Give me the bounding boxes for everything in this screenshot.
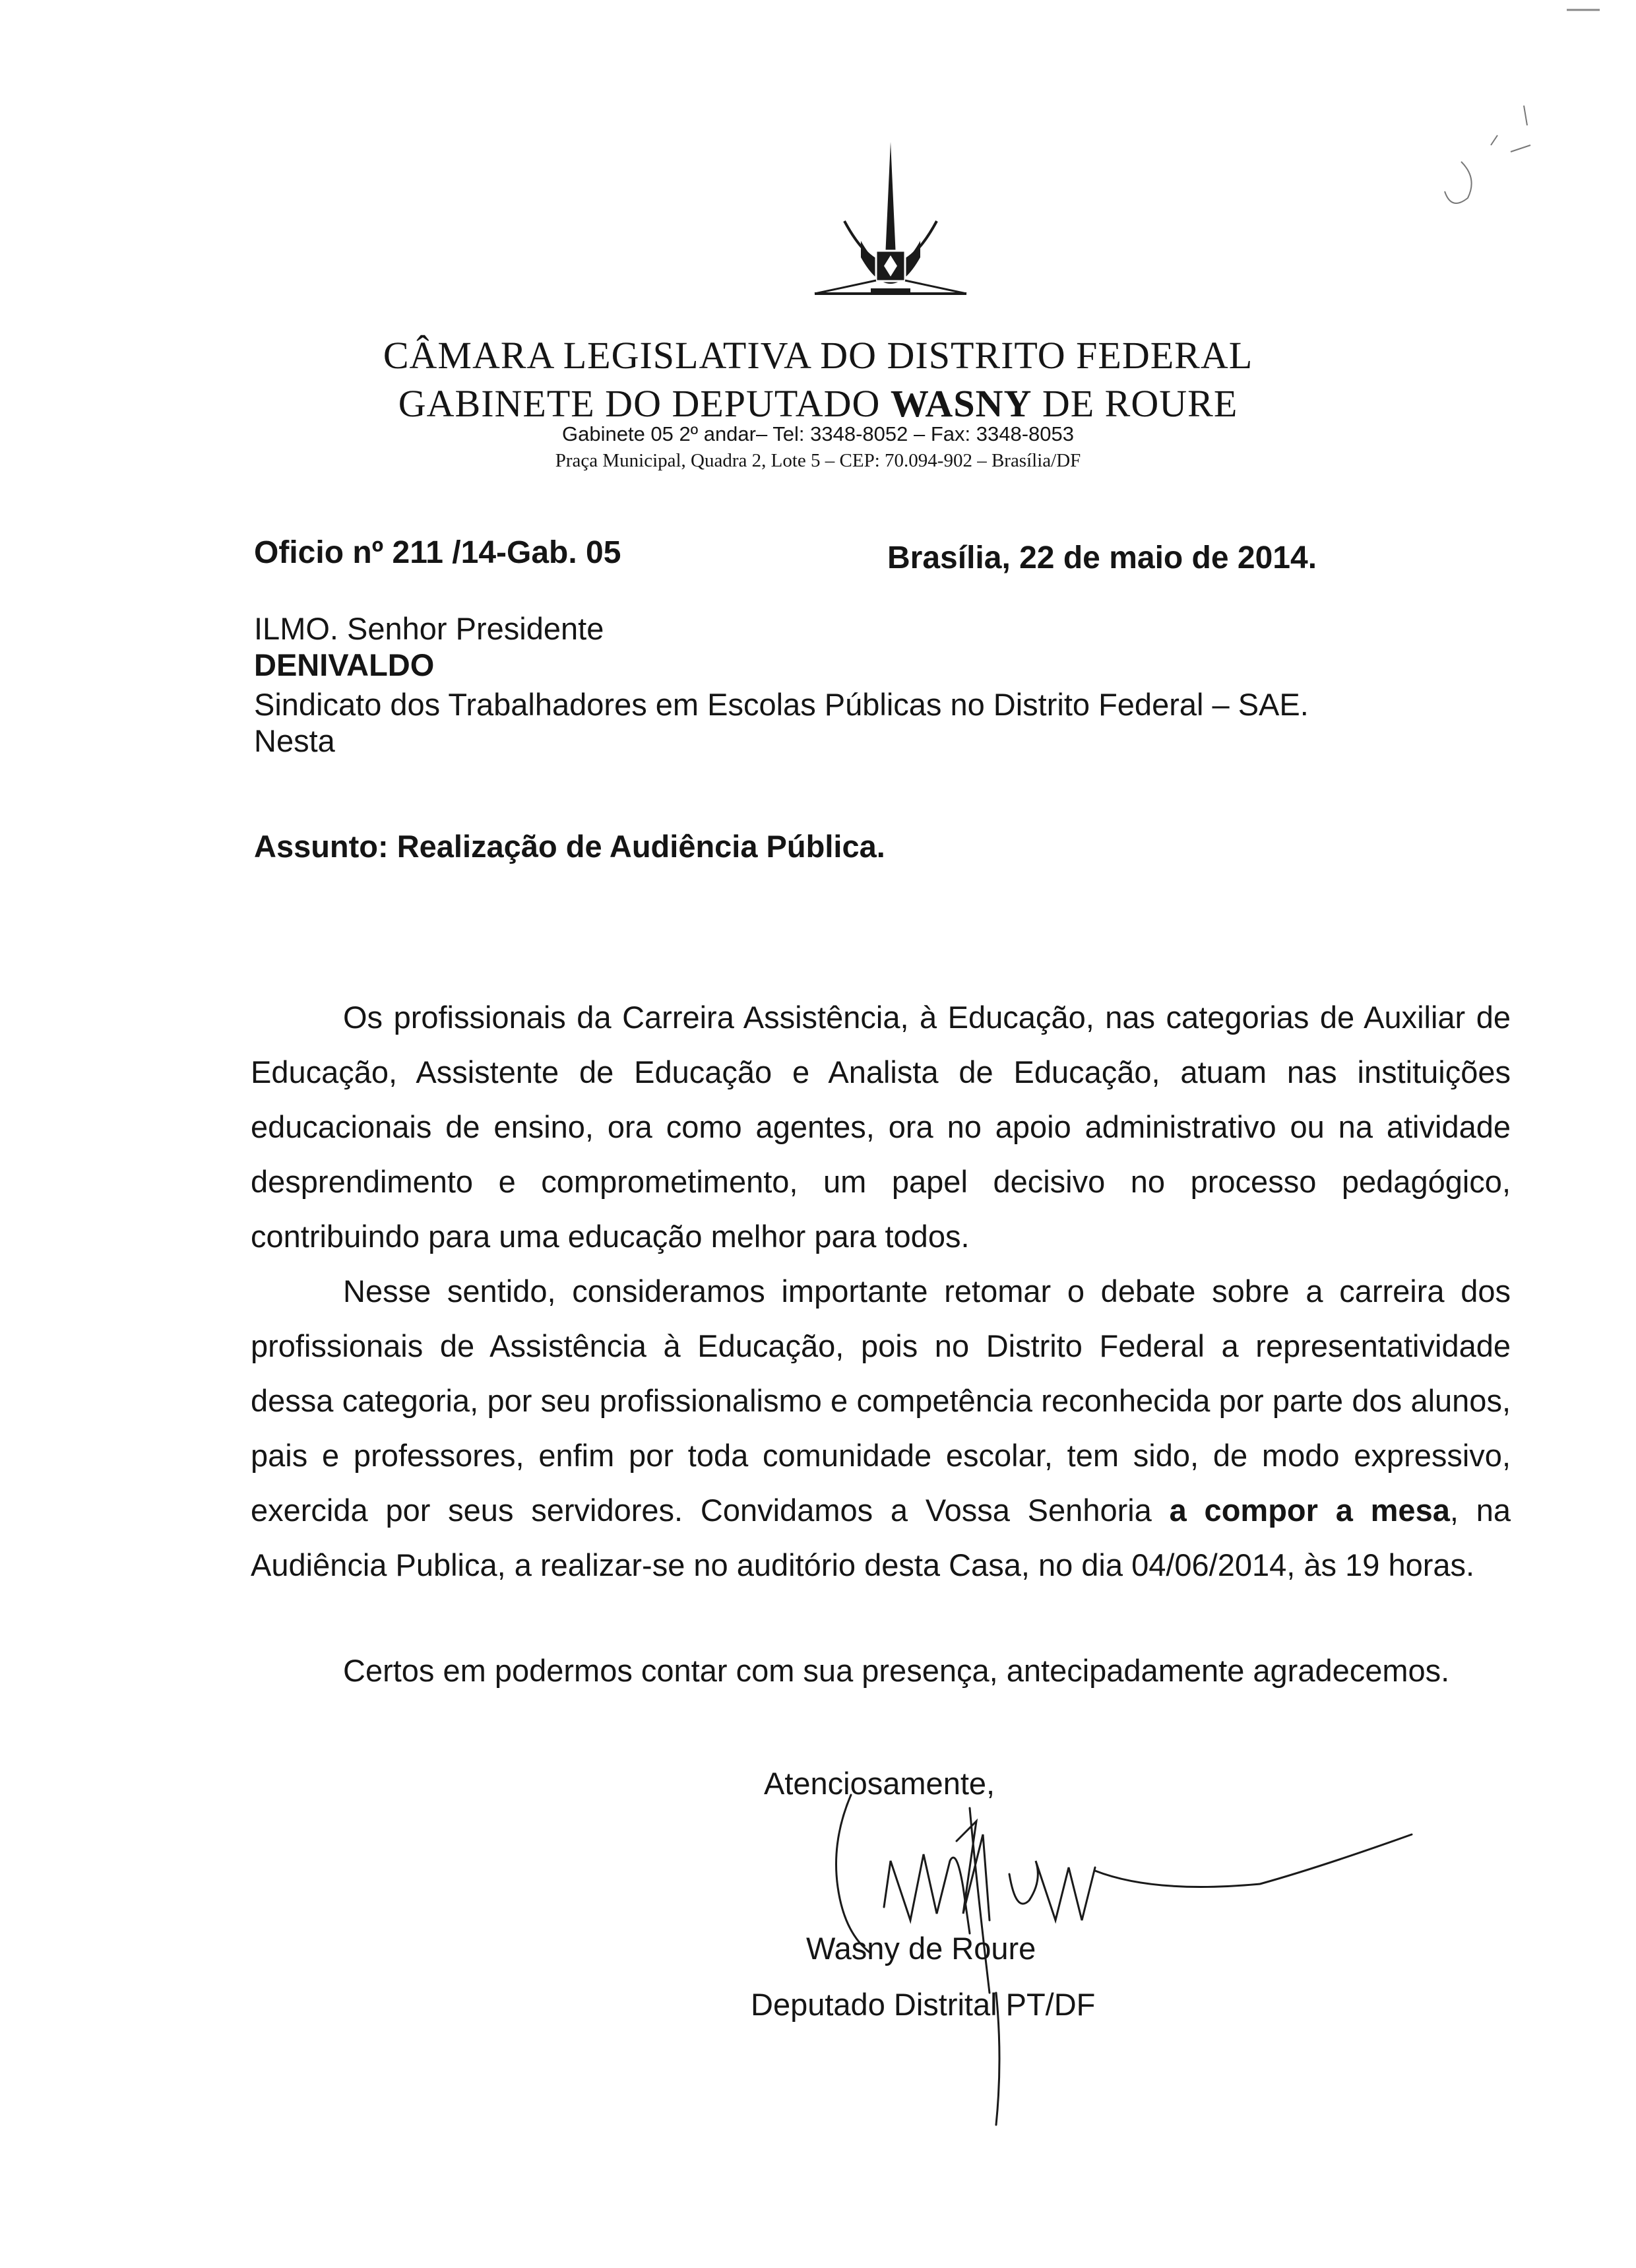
office-name: [0, 381, 1636, 426]
office-name-suffix: DE ROURE: [1032, 382, 1238, 425]
addressee-place: Nesta: [254, 723, 335, 758]
signatory-role: Deputado Distrital PT/DF: [751, 1987, 1096, 2022]
body-paragraph-3: Certos em podermos contar com sua presença, antecipadamente agradecemos.: [343, 1653, 1450, 1688]
office-name-prefix: GABINETE DO DEPUTADO: [398, 382, 891, 425]
office-address: Praça Municipal, Quadra 2, Lote 5 – CEP: 70.094-902 – Brasília/DF: [555, 450, 1081, 471]
body-paragraph-1: Os profissionais da Carreira Assistência, à Educação, nas categorias de Auxiliar de Educação, Assistente de Educação e Analista de Educação, atuam nas instituições educacionais de ensino, ora como agentes, ora no apoio administrativo ou na atividade desprendimento e comprometimento, um papel decisivo no processo pedagógico, contribuindo para uma educação melhor para todos.: [251, 1000, 1511, 1254]
institution-name: CÂMARA LEGISLATIVA DO DISTRITO FEDERAL: [383, 334, 1253, 377]
office-contact: Gabinete 05 2º andar– Tel: 3348-8052 – Fax: 3348-8053: [562, 422, 1074, 445]
emblem-logo: [798, 142, 983, 327]
scan-mark-corner: [1563, 0, 1603, 20]
body-paragraph-2: [251, 1264, 1511, 1592]
subject-line: Assunto: Realização de Audiência Pública.: [254, 829, 885, 864]
body-paragraph-2-part2: , na Audiência Publica, a realizar-se no auditório desta Casa, no dia 04/06/2014, às 19 horas.: [251, 1493, 1511, 1582]
addressee-organization: Sindicato dos Trabalhadores em Escolas Públicas no Distrito Federal – SAE.: [254, 687, 1309, 722]
handwritten-signature: [759, 1782, 1445, 2151]
office-name-deputy: WASNY: [890, 382, 1032, 425]
body-paragraph-2-emphasis: a compor a mesa: [1169, 1493, 1450, 1528]
document-date: Brasília, 22 de maio de 2014.: [887, 540, 1317, 575]
document-reference: Oficio nº 211 /14-Gab. 05: [254, 535, 621, 570]
addressee-title: ILMO. Senhor Presidente: [254, 611, 604, 646]
signatory-name: Wasny de Roure: [806, 1931, 1036, 1966]
closing-salutation: Atenciosamente,: [764, 1766, 995, 1801]
body-paragraph-2-part1: Nesse sentido, consideramos importante retomar o debate sobre a carreira dos profissionais de Assistência à Educação, pois no Distrito Federal a representatividade dessa categoria, por seu profissionalismo e competência reconhecida por parte dos alunos, pais e professores, enfim por toda comunidade escolar, tem sido, de modo expressivo, exercida por seus servidores. Convidamos a Vossa Senhoria: [251, 1274, 1511, 1528]
addressee-name: DENIVALDO: [254, 647, 435, 682]
scan-mark-top-right: [1432, 99, 1537, 218]
